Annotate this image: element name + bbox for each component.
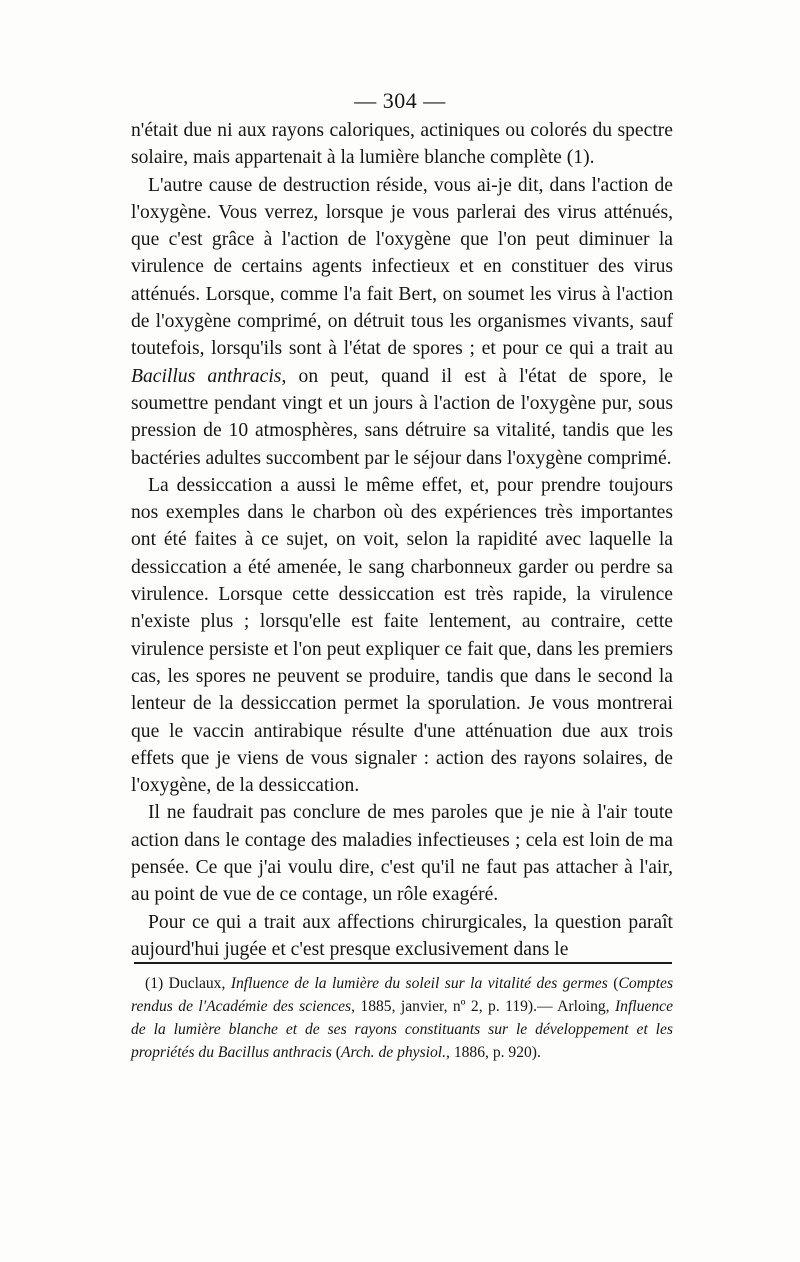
footnote [131,972,673,1064]
paragraph-2 [131,172,673,472]
footnote-marker: (1) Duclaux, [145,975,231,992]
footnote-source-2-open: ( [331,1044,341,1061]
footnote-source-1-open: ( [607,975,619,992]
footnote-title-1: Influence de la lumière du soleil sur la vitalité des germes [230,975,608,992]
footnote-source-2: Arch. de physiol. [340,1044,447,1061]
paragraph-5: Pour ce qui a trait aux affections chirurgicales, la question paraît aujourd'hui jugée et c'est presque exclusivement dans le [131,911,673,960]
paragraph-3: La dessiccation a aussi le même effet, et, pour prendre toujours nos exemples dans le charbon où des expériences très importantes ont été faites à ce sujet, on voit, selon la rapidité avec laquelle la dessiccation a été amenée, le sang charbonneux garder ou perdre sa virulence. Lorsque cette dessiccation est très rapide, la virulence n'existe plus ; lorsqu'elle est faite lentement, au contraire, cette virulence persiste et l'on peut expliquer ce fait que, dans les premiers cas, les spores ne peuvent se produire, tandis que dans le second la lenteur de la dessiccation permet la sporulation. Je vous montrerai que le vaccin antirabique résulte d'une atténuation due aux trois effets que je viens de vous signaler : action des rayons solaires, de l'oxygène, de la dessiccation. [131,474,673,797]
footnote-detail-2: , 1886, p. 920). [446,1044,541,1061]
paragraph-4: Il ne faudrait pas conclure de mes paroles que je nie à l'air toute action dans le contage des maladies infectieuses ; cela est loin de ma pensée. Ce que j'ai voulu dire, c'est qu'il ne faut pas attacher à l'air, au point de vue de ce contage, un rôle exagéré. [131,802,673,906]
page-number: — 304 — [354,88,446,113]
paragraph-2-italic-term: Bacillus anthracis [131,365,282,387]
footnote-divider [134,962,672,964]
footnote-detail-1: , 1885, janvier, nº 2, p. 119).— Arloing, [351,998,615,1015]
footnote-title-2: Influence de la lumière blanche et de ses rayons constituants sur le développement et les propriétés du Bacillus anthracis [131,998,673,1061]
paragraph-2-text-after: , on peut, quand il est à l'état de spore, le soumettre pendant vingt et un jours à l'action de l'oxygène pur, sous pression de 10 atmosphères, sans détruire sa vitalité, tandis que les bactéries adultes succombent par le séjour dans l'oxygène comprimé. [131,365,673,469]
footnote-paragraph [131,972,673,1064]
footnote-source-1: Comptes rendus de l'Académie des sciences [131,975,674,1015]
paragraph-1: n'était due ni aux rayons caloriques, actiniques ou colorés du spectre solaire, mais appartenait à la lumière blanche complète (1). [131,120,673,169]
paragraph-2-text: L'autre cause de destruction réside, vous ai-je dit, dans l'action de l'oxygène. Vous verrez, lorsque je vous parlerai des virus atténués, que c'est grâce à l'action de l'oxygène que l'on peut diminuer la virulence de certains agents infectieux et en constituer des virus atténués. Lorsque, comme l'a fait Bert, on soumet les virus à l'action de l'oxygène comprimé, on détruit tous les organismes vivants, sauf toutefois, lorsqu'ils sont à l'état de spores ; et pour ce qui a trait au [131,174,673,360]
body-text [131,117,673,963]
